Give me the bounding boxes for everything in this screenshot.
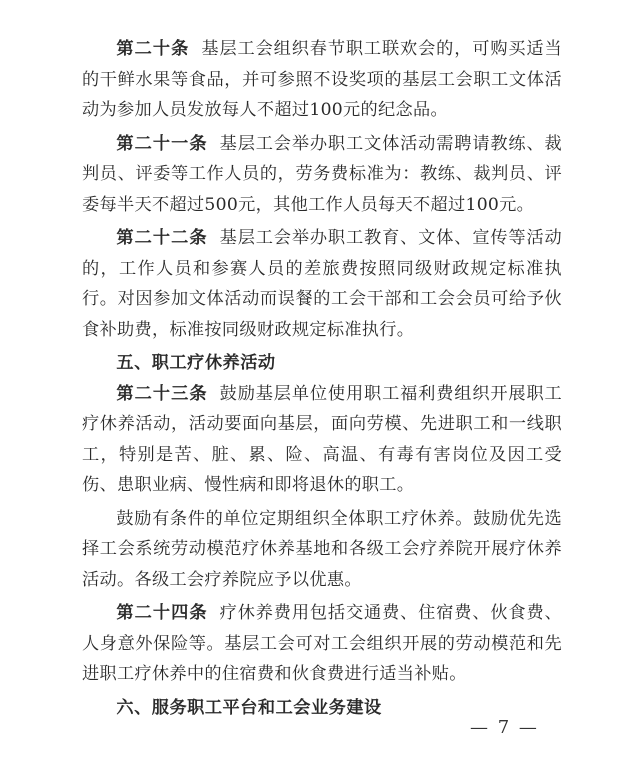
article-23-label: 第二十三条	[116, 383, 208, 404]
article-20-text: 基层工会组织春节职工联欢会的，可购买适当的干鲜水果等食品，并可参照不设奖项的基层工会职工文体活动为参加人员发放每人不超过100元的纪念品。	[82, 39, 562, 120]
article-22	[82, 223, 562, 345]
article-21	[82, 129, 562, 221]
section-heading-5: 五、职工疗休养活动	[116, 353, 276, 373]
article-22-text: 基层工会举办职工教育、文体、宣传等活动的，工作人员和参赛人员的差旅费按照同级财政规定标准执行。对因参加文体活动而误餐的工会干部和工会会员可给予伙食补助费，标准按同级财政规定标准执行。	[82, 228, 562, 340]
document-body	[82, 34, 562, 723]
article-20-label: 第二十条	[116, 39, 190, 59]
article-23-extra-paragraph: 鼓励有条件的单位定期组织全体职工疗休养。鼓励优先选择工会系统劳动模范疗休养基地和各级工会疗养院开展疗休养活动。各级工会疗养院应予以优惠。	[82, 508, 562, 590]
article-21-text: 基层工会举办职工文体活动需聘请教练、裁判员、评委等工作人员的，劳务费标准为：教练、裁判员、评委每半天不超过500元，其他工作人员每天不超过100元。	[82, 133, 562, 215]
article-24	[82, 598, 562, 690]
article-23-text: 鼓励基层单位使用职工福利费组织开展职工疗休养活动，活动要面向基层，面向劳模、先进职工和一线职工，特别是苦、脏、累、险、高温、有毒有害岗位及因工受伤、患职业病、慢性病和即将退休的职工。	[82, 383, 562, 495]
article-22-label: 第二十二条	[116, 228, 208, 248]
article-24-text: 疗休养费用包括交通费、住宿费、伙食费、人身意外保险等。基层工会可对工会组织开展的劳动模范和先进职工疗休养中的住宿费和伙食费进行适当补贴。	[82, 603, 562, 684]
section-heading-6: 六、服务职工平台和工会业务建设	[116, 697, 382, 718]
article-20	[82, 34, 562, 126]
article-21-label: 第二十一条	[116, 133, 208, 154]
article-23	[82, 379, 562, 501]
page-number: — 7 —	[470, 717, 539, 738]
article-24-label: 第二十四条	[116, 603, 208, 623]
